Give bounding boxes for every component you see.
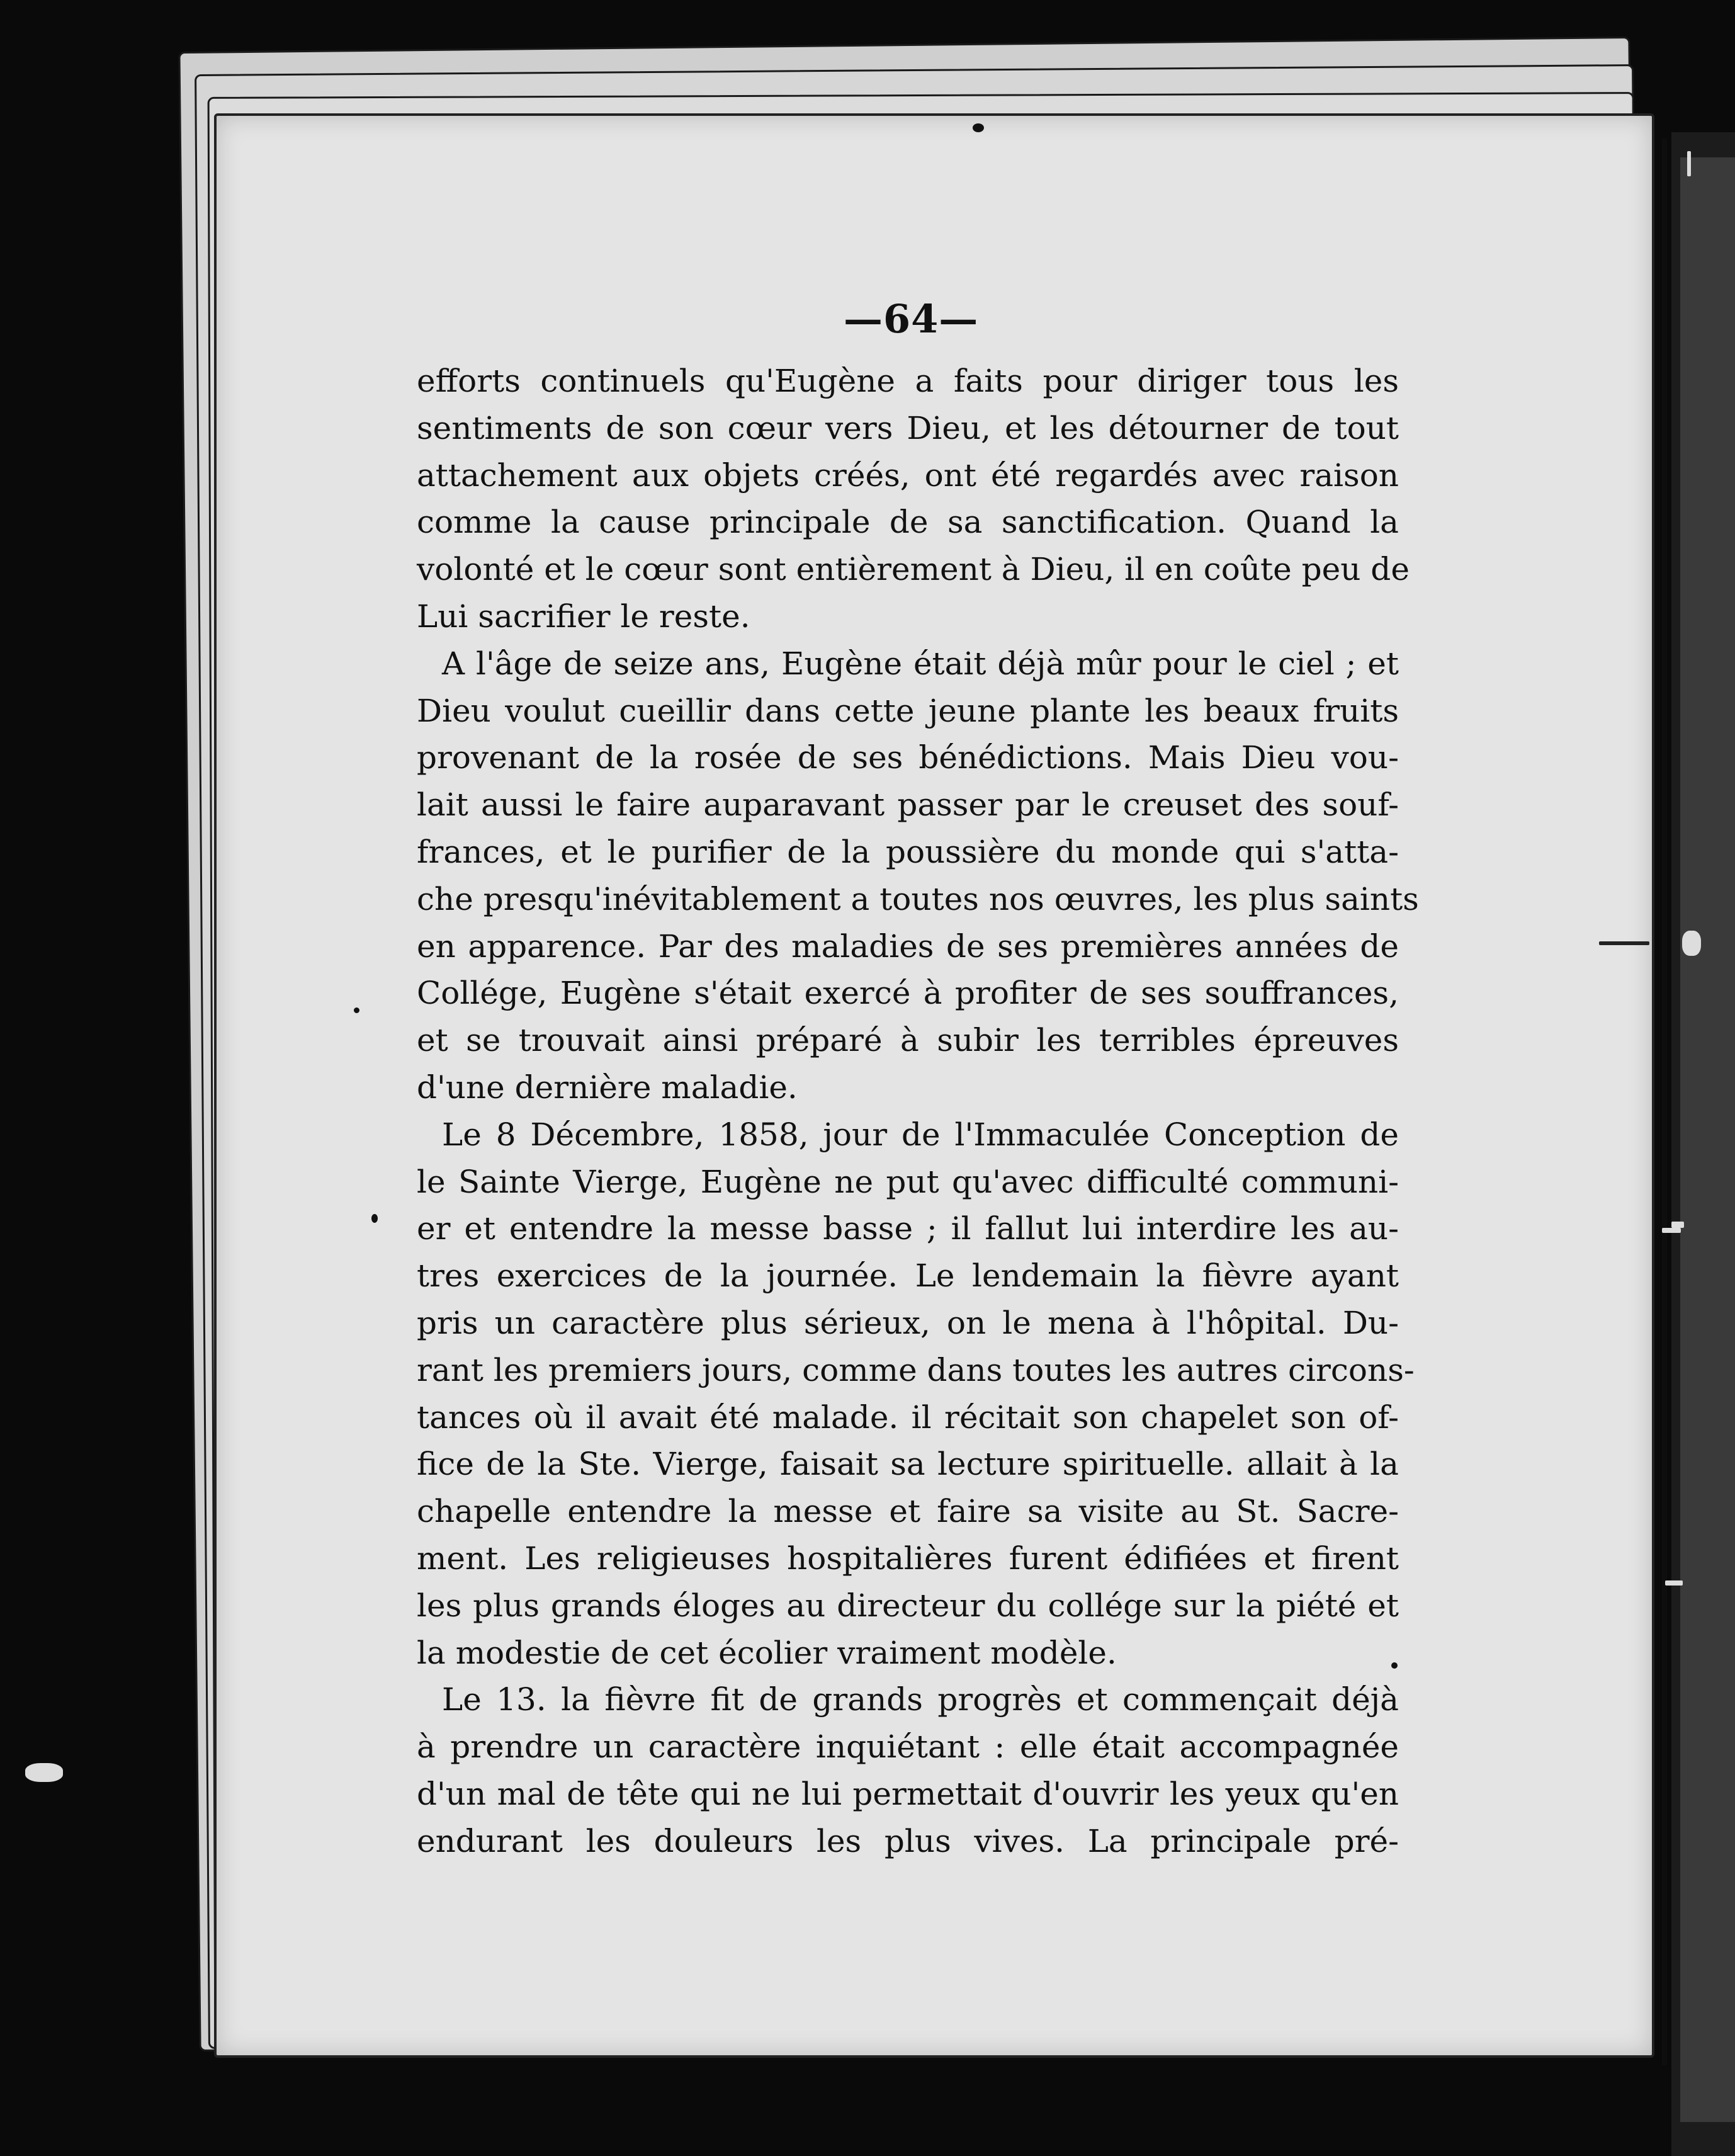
paragraph bbox=[417, 640, 1419, 1111]
adjacent-page bbox=[1671, 132, 1735, 2156]
text-line: à prendre un caractère inquiétant : elle était accompagnée bbox=[417, 1728, 1399, 1766]
text-line: volonté et le cœur sont entièrement à Dieu, il en coûte peu de bbox=[417, 551, 1410, 588]
scan-speck bbox=[1662, 1228, 1681, 1233]
text-line: attachement aux objets créés, ont été regardés avec raison bbox=[417, 457, 1399, 494]
text-line: chapelle entendre la messe et faire sa visite au St. Sacre- bbox=[417, 1493, 1399, 1530]
paragraph bbox=[417, 358, 1410, 640]
text-line: fice de la Ste. Vierge, faisait sa lecture spirituelle. allait à la bbox=[417, 1446, 1399, 1483]
scan-speck bbox=[354, 1007, 359, 1013]
text-line: Le 13. la fièvre fit de grands progrès et commençait déjà bbox=[442, 1681, 1399, 1718]
text-line: d'une dernière maladie. bbox=[417, 1069, 798, 1106]
text-line: A l'âge de seize ans, Eugène était déjà mûr pour le ciel ; et bbox=[442, 645, 1399, 682]
book-gutter bbox=[1662, 139, 1667, 2065]
text-line: Collége, Eugène s'était exercé à profiter de ses souffrances, bbox=[417, 975, 1399, 1012]
scan-speck bbox=[1671, 1222, 1684, 1228]
text-line: tres exercices de la journée. Le lendemain la fièvre ayant bbox=[417, 1257, 1399, 1295]
text-line: efforts continuels qu'Eugène a faits pour diriger tous les bbox=[417, 363, 1399, 399]
page-number: —64— bbox=[844, 296, 979, 342]
scan-speck bbox=[1391, 1662, 1398, 1669]
text-line: d'un mal de tête qui ne lui permettait d'ouvrir les yeux qu'en bbox=[417, 1775, 1399, 1812]
scan-speck bbox=[1682, 931, 1701, 956]
paragraph bbox=[417, 1111, 1415, 1677]
text-line: sentiments de son cœur vers Dieu, et les détourner de tout bbox=[417, 409, 1399, 446]
page-body bbox=[417, 358, 1419, 1865]
text-line: en apparence. Par des maladies de ses premières années de bbox=[417, 928, 1399, 965]
text-line: frances, et le purifier de la poussière du monde qui s'atta- bbox=[417, 833, 1399, 870]
scan-speck bbox=[1687, 151, 1691, 176]
text-line: Lui sacrifier le reste. bbox=[417, 598, 750, 635]
text-line: et se trouvait ainsi préparé à subir les terribles épreuves bbox=[417, 1022, 1399, 1059]
text-line: ment. Les religieuses hospitalières furent édifiées et firent bbox=[417, 1540, 1399, 1577]
paragraph bbox=[417, 1676, 1399, 1864]
scan-speck bbox=[25, 1763, 63, 1782]
thread-mark bbox=[1599, 941, 1649, 945]
text-line: le Sainte Vierge, Eugène ne put qu'avec difficulté communi- bbox=[417, 1163, 1399, 1200]
text-line: Dieu voulut cueillir dans cette jeune plante les beaux fruits bbox=[417, 692, 1399, 729]
text-line: lait aussi le faire auparavant passer par le creuset des souf- bbox=[417, 786, 1399, 824]
text-line: Le 8 Décembre, 1858, jour de l'Immaculée Conception de bbox=[442, 1116, 1399, 1153]
text-line: la modestie de cet écolier vraiment modèle. bbox=[417, 1634, 1117, 1671]
scan-speck bbox=[1665, 1580, 1683, 1586]
text-line: pris un caractère plus sérieux, on le mena à l'hôpital. Du- bbox=[417, 1304, 1399, 1341]
text-line: che presqu'inévitablement a toutes nos œuvres, les plus saints bbox=[417, 880, 1419, 917]
text-line: rant les premiers jours, comme dans toutes les autres circons- bbox=[417, 1351, 1415, 1388]
text-line: er et entendre la messe basse ; il fallut lui interdire les au- bbox=[417, 1210, 1399, 1247]
scan-speck bbox=[973, 123, 984, 132]
text-line: comme la cause principale de sa sanctification. Quand la bbox=[417, 504, 1399, 541]
scan-speck bbox=[371, 1214, 378, 1223]
adjacent-page-paper bbox=[1680, 157, 1735, 2122]
text-line: endurant les douleurs les plus vives. La principale pré- bbox=[417, 1822, 1399, 1859]
text-line: provenant de la rosée de ses bénédictions. Mais Dieu vou- bbox=[417, 739, 1399, 776]
text-line: tances où il avait été malade. il récitait son chapelet son of- bbox=[417, 1399, 1399, 1436]
text-line: les plus grands éloges au directeur du collége sur la piété et bbox=[417, 1587, 1399, 1624]
